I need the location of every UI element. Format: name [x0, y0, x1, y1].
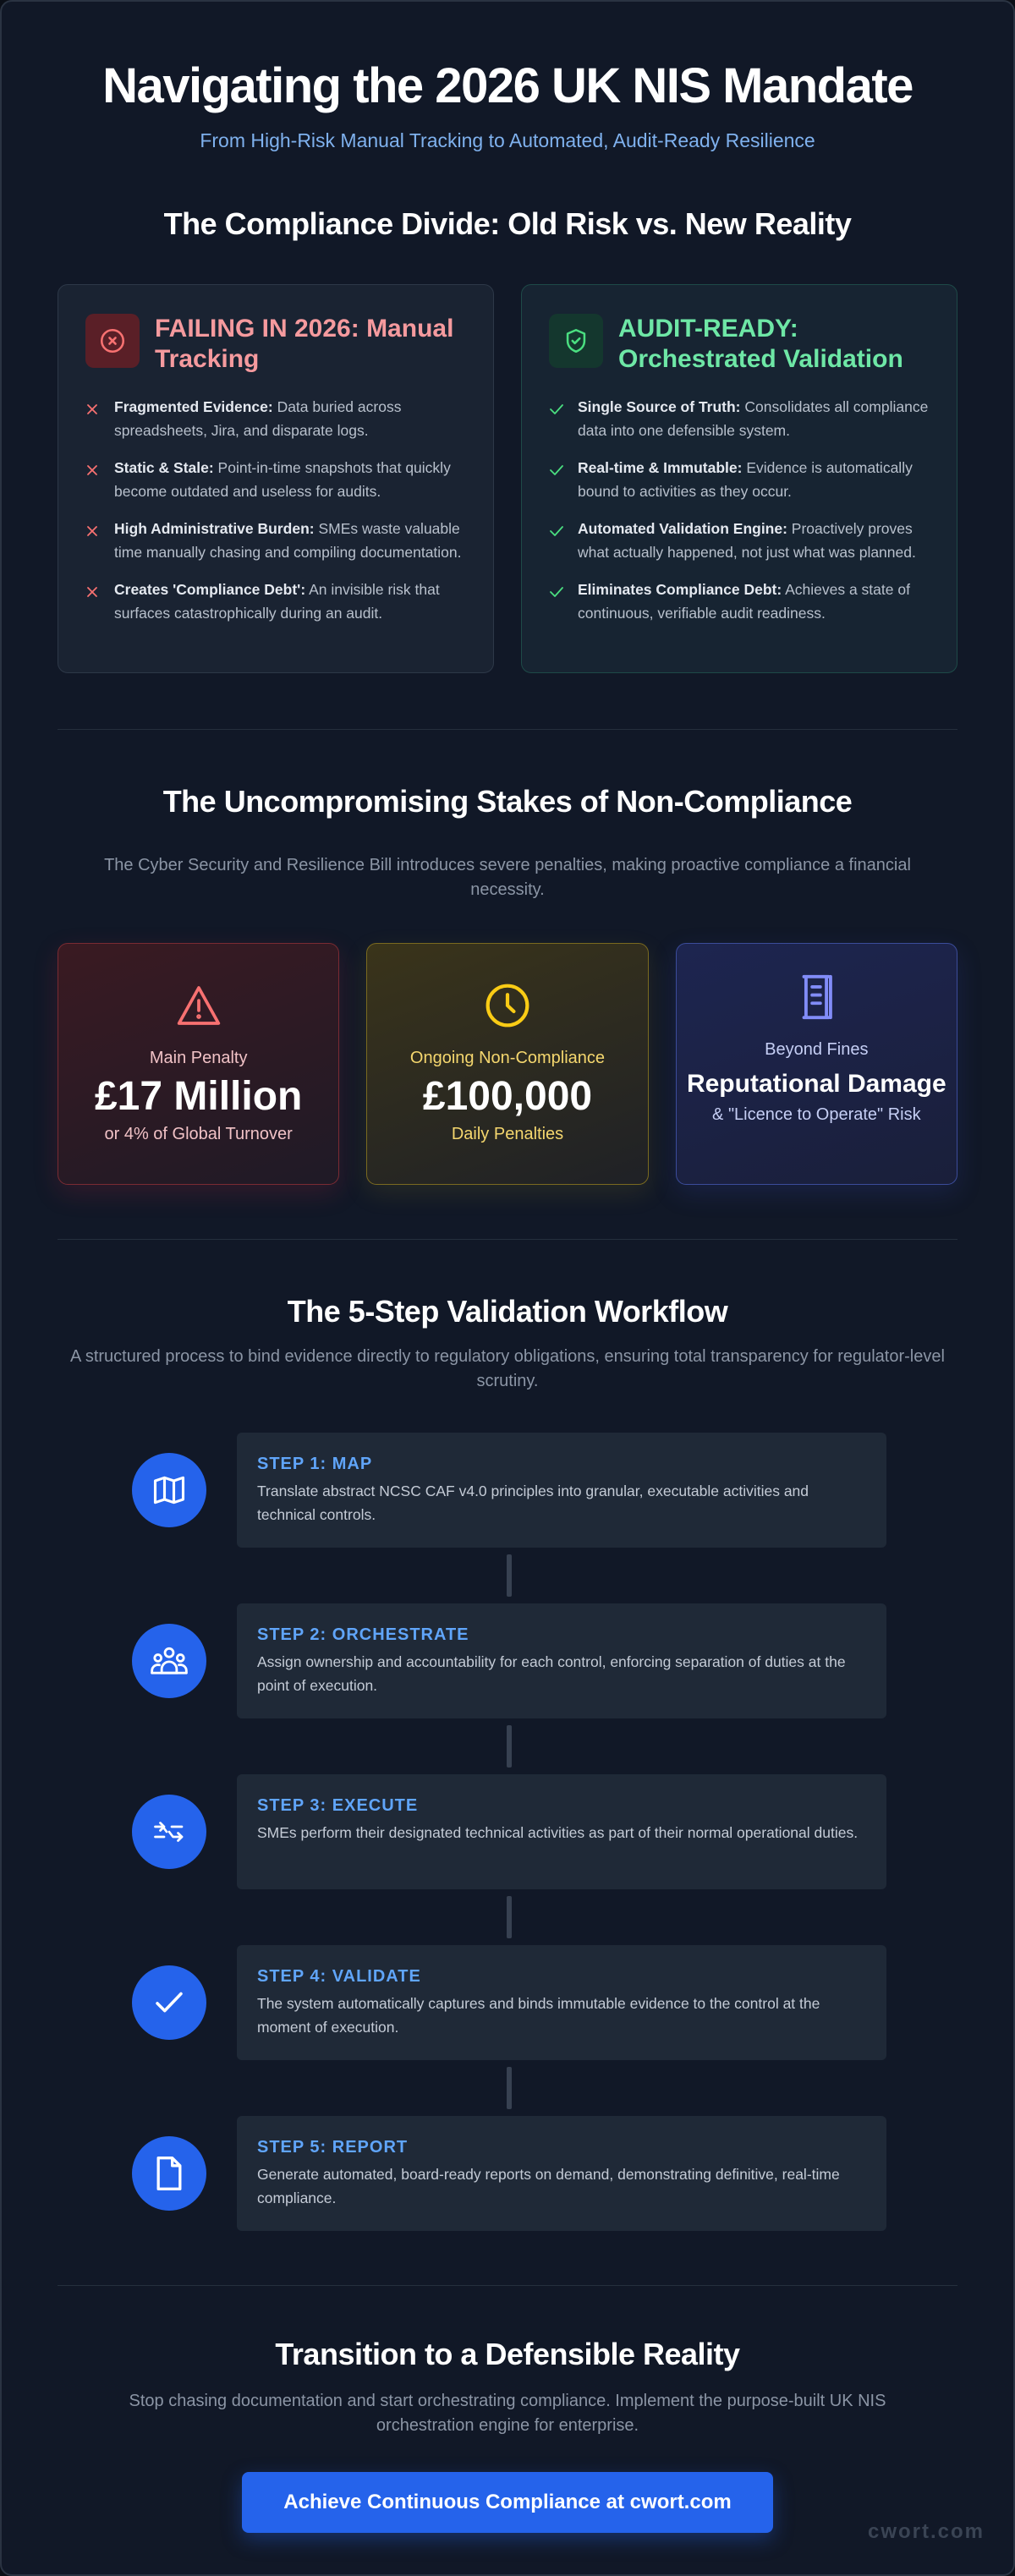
failing-card-header: [85, 314, 466, 375]
cta-section: [2, 2337, 1013, 2533]
list-item-text: Single Source of Truth: Consolidates all compliance data into one defensible system.: [578, 398, 929, 439]
section-description: Stop chasing documentation and start orchestrating compliance. Implement the purpose-built UK NIS orchestration engine for enterprise.: [129, 2392, 886, 2435]
clock-icon: [367, 981, 647, 1030]
list-item: [85, 456, 466, 503]
list-item-text: Creates 'Compliance Debt': An invisible risk that surfaces catastrophically during an audit.: [114, 581, 440, 622]
list-item: [549, 395, 930, 442]
workflow-step: [132, 1603, 1013, 1718]
main-penalty-card: [58, 943, 339, 1185]
audit-ready-card: [521, 284, 957, 673]
workflow-step: [132, 2116, 1013, 2231]
document-icon: [132, 2136, 206, 2211]
audit-ready-card-header: [549, 314, 930, 375]
stat-subtext: or 4% of Global Turnover: [104, 1125, 293, 1143]
list-item-text: Fragmented Evidence: Data buried across spreadsheets, Jira, and disparate logs.: [114, 398, 402, 439]
list-item: [85, 395, 466, 442]
step-text: Translate abstract NCSC CAF v4.0 principles into granular, executable activities and technical controls.: [257, 1483, 809, 1523]
step-connector: [507, 2067, 512, 2109]
step-title: STEP 5: REPORT: [257, 2138, 409, 2157]
check-icon: [549, 517, 566, 564]
stat-subtext: Daily Penalties: [451, 1125, 564, 1143]
list-item: [85, 517, 466, 564]
compliance-divide-section: [2, 206, 1013, 673]
step-text: Assign ownership and accountability for each control, enforcing separation of duties at the point of execution.: [257, 1653, 846, 1694]
people-group-icon: [132, 1624, 206, 1698]
step-title: STEP 2: ORCHESTRATE: [257, 1625, 469, 1644]
step-card: [237, 2116, 886, 2231]
checkmark-icon: [132, 1965, 206, 2040]
step-connector: [507, 1554, 512, 1597]
cta-wrapper: [2, 2472, 1013, 2533]
watermark: cwort.com: [867, 2520, 985, 2543]
list-item-text: Eliminates Compliance Debt: Achieves a state of continuous, verifiable audit readiness.: [578, 581, 910, 622]
comparison-cards: [58, 284, 957, 673]
section-divider: [58, 729, 957, 730]
check-icon: [549, 395, 566, 442]
section-description: A structured process to bind evidence directly to regulatory obligations, ensuring total transparency for regulator-level scrutiny.: [70, 1347, 945, 1390]
x-icon: [85, 517, 102, 564]
section-title: The Compliance Divide: Old Risk vs. New Reality: [163, 206, 852, 241]
step-card: [237, 1603, 886, 1718]
list-item-text: Automated Validation Engine: Proactively proves what actually happened, not just what was planned.: [578, 520, 916, 561]
step-card: [237, 1774, 886, 1889]
x-icon: [85, 395, 102, 442]
reputational-card: [676, 943, 957, 1185]
failing-card: [58, 284, 494, 673]
stat-label: Beyond Fines: [765, 1040, 869, 1059]
stat-label: Ongoing Non-Compliance: [409, 1049, 606, 1067]
section-title: The 5-Step Validation Workflow: [287, 1294, 728, 1329]
failing-list: [85, 395, 466, 625]
workflow-section: [2, 1294, 1013, 2231]
stat-value: £100,000: [422, 1074, 593, 1119]
check-icon: [549, 578, 566, 625]
page-subtitle: From High-Risk Manual Tracking to Automated, Audit-Ready Resilience: [200, 129, 815, 151]
step-text: SMEs perform their designated technical activities as part of their normal operational duties.: [257, 1824, 859, 1841]
section-title: The Uncompromising Stakes of Non-Compliance: [162, 784, 853, 819]
stat-value: Reputational Damage: [686, 1070, 946, 1098]
shield-check-icon: [549, 314, 603, 368]
page-header: [2, 2, 1013, 152]
failing-card-title: FAILING IN 2026: Manual Tracking: [155, 315, 454, 373]
step-text: The system automatically captures and binds immutable evidence to the control at the moment of execution.: [257, 1995, 820, 2036]
step-title: STEP 3: EXECUTE: [257, 1796, 419, 1815]
section-divider: [58, 1239, 957, 1240]
stat-subtext: & "Licence to Operate" Risk: [712, 1105, 921, 1124]
list-item-text: Static & Stale: Point-in-time snapshots that quickly become outdated and useless for audits.: [114, 459, 451, 500]
section-title: Transition to a Defensible Reality: [275, 2337, 740, 2371]
list-item: [549, 456, 930, 503]
ongoing-penalty-card: [366, 943, 648, 1185]
list-item: [549, 578, 930, 625]
stakes-section: [2, 784, 1013, 1185]
x-circle-icon: [85, 314, 140, 368]
list-item: [549, 517, 930, 564]
workflow-steps: [2, 1433, 1013, 2231]
penalty-cards: [58, 943, 957, 1185]
step-text: Generate automated, board-ready reports on demand, demonstrating definitive, real-time compliance.: [257, 2166, 840, 2206]
step-connector: [507, 1896, 512, 1938]
x-icon: [85, 456, 102, 503]
list-item: [85, 578, 466, 625]
section-divider: [58, 2285, 957, 2286]
step-card: [237, 1945, 886, 2060]
section-description: The Cyber Security and Resilience Bill introduces severe penalties, making proactive compliance a financial necessity.: [104, 856, 911, 899]
workflow-step: [132, 1945, 1013, 2060]
workflow-step: [132, 1774, 1013, 1889]
audit-ready-card-title: AUDIT-READY: Orchestrated Validation: [618, 315, 903, 373]
audit-ready-list: [549, 395, 930, 625]
scroll-icon: [677, 973, 957, 1022]
x-icon: [85, 578, 102, 625]
stat-label: Main Penalty: [149, 1049, 248, 1067]
workflow-step: [132, 1433, 1013, 1548]
step-title: STEP 1: MAP: [257, 1455, 373, 1473]
workflow-arrows-icon: [132, 1795, 206, 1869]
list-item-text: Real-time & Immutable: Evidence is automatically bound to activities as they occur.: [578, 459, 913, 500]
step-connector: [507, 1725, 512, 1768]
step-title: STEP 4: VALIDATE: [257, 1967, 421, 1986]
step-card: [237, 1433, 886, 1548]
stat-value: £17 Million: [94, 1074, 303, 1119]
check-icon: [549, 456, 566, 503]
page-title: Navigating the 2026 UK NIS Mandate: [102, 58, 913, 113]
cta-button[interactable]: Achieve Continuous Compliance at cwort.com: [242, 2472, 773, 2533]
list-item-text: High Administrative Burden: SMEs waste valuable time manually chasing and compiling documentation.: [114, 520, 462, 561]
map-icon: [132, 1453, 206, 1527]
warning-triangle-icon: [58, 981, 338, 1030]
